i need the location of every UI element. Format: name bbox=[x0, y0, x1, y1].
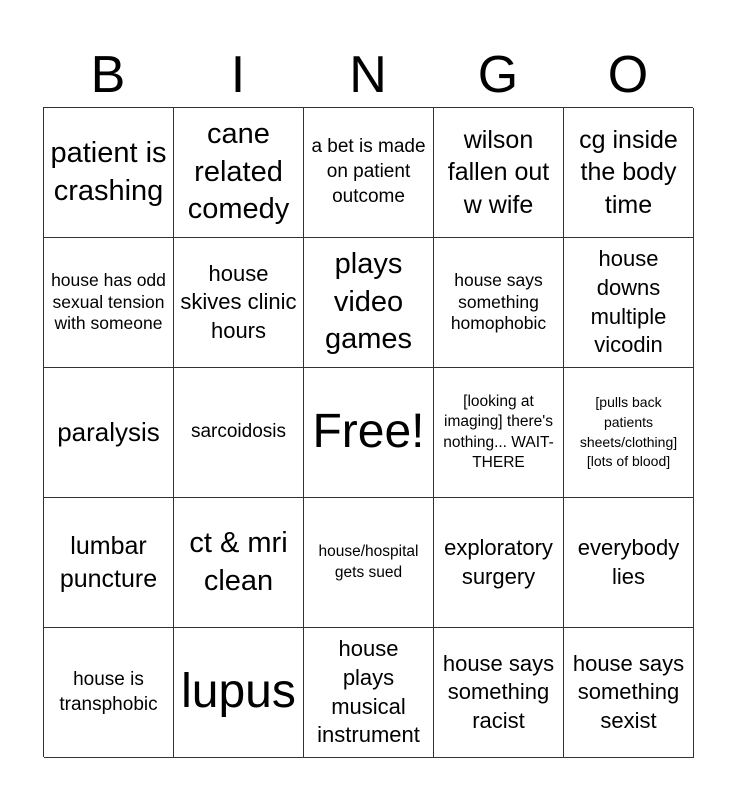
bingo-cell-r5-c5[interactable] bbox=[564, 628, 694, 758]
bingo-cell-r5-c3[interactable] bbox=[304, 628, 434, 758]
bingo-cell-r1-c4[interactable] bbox=[434, 108, 564, 238]
cell-label: sarcoidosis bbox=[190, 421, 287, 443]
bingo-cell-free[interactable] bbox=[304, 368, 434, 498]
bingo-cell-r2-c1[interactable] bbox=[44, 238, 174, 368]
cell-label: house has odd sexual tension with someone bbox=[51, 269, 166, 334]
bingo-cell-r4-c4[interactable] bbox=[434, 498, 564, 628]
bingo-cell-r5-c2[interactable] bbox=[174, 628, 304, 758]
bingo-cell-r1-c1[interactable] bbox=[44, 108, 174, 238]
cell-label: house/hospital gets sued bbox=[318, 543, 419, 581]
cell-label: ct & mri clean bbox=[189, 526, 288, 597]
cell-label: house says something homophobic bbox=[450, 269, 547, 334]
cell-label: house says something racist bbox=[442, 650, 555, 733]
header-letter-i: I bbox=[230, 46, 246, 104]
cell-label: lupus bbox=[181, 665, 296, 719]
header-letter-o: O bbox=[607, 46, 649, 104]
bingo-cell-r3-c1[interactable] bbox=[44, 368, 174, 498]
bingo-cell-r3-c2[interactable] bbox=[174, 368, 304, 498]
bingo-cell-r5-c4[interactable] bbox=[434, 628, 564, 758]
cell-label: [looking at imaging] there's nothing... WAIT- THERE bbox=[443, 393, 554, 471]
header-letter-g: G bbox=[477, 46, 519, 104]
bingo-cell-r4-c5[interactable] bbox=[564, 498, 694, 628]
bingo-header bbox=[43, 44, 693, 106]
free-space-label: Free! bbox=[312, 405, 425, 459]
bingo-cell-r4-c1[interactable] bbox=[44, 498, 174, 628]
bingo-cell-r1-c5[interactable] bbox=[564, 108, 694, 238]
cell-label: house skives clinic hours bbox=[180, 260, 297, 343]
cell-label: house is transphobic bbox=[59, 668, 158, 715]
cell-label: house plays musical instrument bbox=[317, 636, 420, 748]
cell-label: everybody lies bbox=[577, 534, 680, 589]
cell-label: house says something sexist bbox=[572, 650, 685, 733]
cell-label: [pulls back patients sheets/clothing] [lots of blood] bbox=[579, 394, 678, 470]
cell-label: a bet is made on patient outcome bbox=[311, 136, 426, 207]
cell-label: cg inside the body time bbox=[579, 125, 678, 219]
header-letter-n: N bbox=[349, 46, 387, 104]
bingo-cell-r1-c2[interactable] bbox=[174, 108, 304, 238]
bingo-cell-r3-c5[interactable] bbox=[564, 368, 694, 498]
cell-label: house downs multiple vicodin bbox=[590, 246, 667, 358]
cell-label: wilson fallen out w wife bbox=[447, 125, 550, 219]
bingo-cell-r4-c2[interactable] bbox=[174, 498, 304, 628]
cell-label: plays video games bbox=[324, 247, 413, 356]
cell-label: lumbar puncture bbox=[59, 532, 158, 593]
cell-label: patient is crashing bbox=[50, 136, 167, 207]
bingo-cell-r4-c3[interactable] bbox=[304, 498, 434, 628]
bingo-cell-r3-c4[interactable] bbox=[434, 368, 564, 498]
header-letter-b: B bbox=[90, 46, 126, 104]
bingo-cell-r2-c4[interactable] bbox=[434, 238, 564, 368]
bingo-cell-r5-c1[interactable] bbox=[44, 628, 174, 758]
cell-label: exploratory surgery bbox=[444, 534, 553, 589]
bingo-cell-r2-c2[interactable] bbox=[174, 238, 304, 368]
bingo-board bbox=[43, 107, 693, 757]
cell-label: paralysis bbox=[57, 416, 160, 447]
bingo-cell-r1-c3[interactable] bbox=[304, 108, 434, 238]
cell-label: cane related comedy bbox=[187, 117, 290, 226]
bingo-cell-r2-c3[interactable] bbox=[304, 238, 434, 368]
bingo-cell-r2-c5[interactable] bbox=[564, 238, 694, 368]
